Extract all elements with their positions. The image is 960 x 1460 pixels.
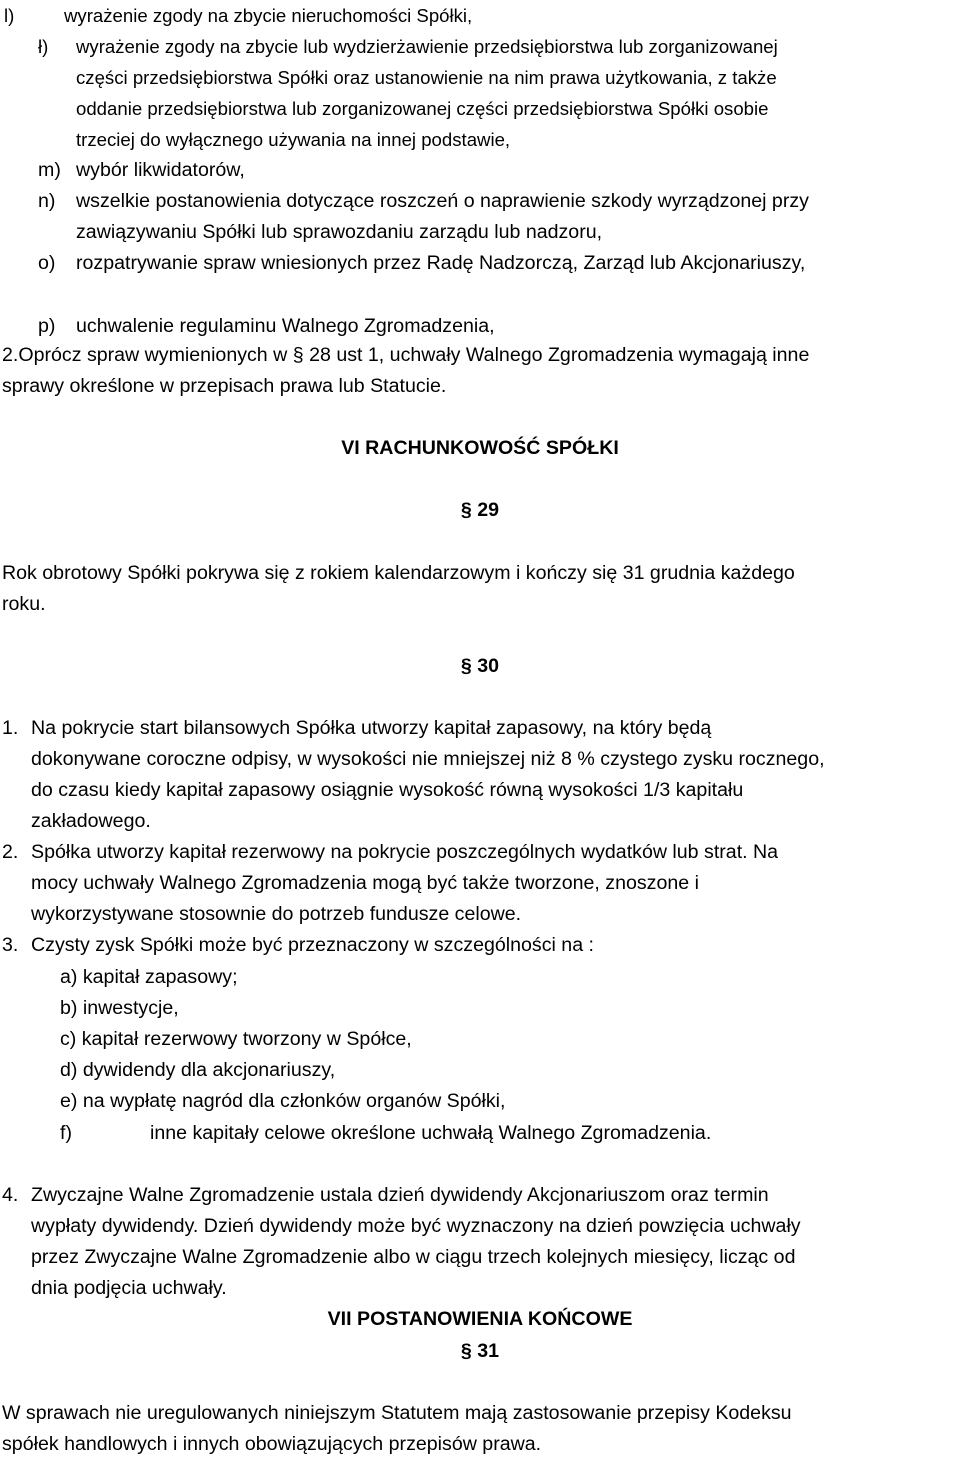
- item-l: [4, 0, 472, 31]
- paragraph-29-line2: roku.: [2, 593, 46, 615]
- item-p-text: uchwalenie regulaminu Walnego Zgromadzenia,: [76, 315, 495, 337]
- paragraph-31-line2: spółek handlowych i innych obowiązujących przepisów prawa.: [2, 1433, 542, 1455]
- point-2-line2: sprawy określone w przepisach prawa lub Statucie.: [2, 375, 447, 397]
- item-n: [38, 186, 809, 217]
- sub-item-c: c) kapitał rezerwowy tworzony w Spółce,: [60, 1028, 412, 1050]
- item-p: [38, 311, 495, 342]
- sub-item-f: [60, 1118, 711, 1149]
- item-l2-line1: wyrażenie zgody na zbycie lub wydzierżawienie przedsiębiorstwa lub zorganizowanej: [76, 36, 778, 57]
- par30-item-1-line2: dokonywane coroczne odpisy, w wysokości nie mniejszej niż 8 % czystego zysku rocznego,: [31, 748, 825, 770]
- paragraph-31-line1: W sprawach nie uregulowanych niniejszym Statutem mają zastosowanie przepisy Kodeksu: [2, 1402, 792, 1424]
- par30-item-1-line1: Na pokrycie start bilansowych Spółka utworzy kapitał zapasowy, na który będą: [31, 717, 712, 739]
- item-l2-label: ł): [38, 36, 49, 57]
- par30-item-2-line2: mocy uchwały Walnego Zgromadzenia mogą być także tworzone, znoszone i: [31, 872, 699, 894]
- item-o-label: o): [38, 252, 56, 274]
- par30-item-3-text: Czysty zysk Spółki może być przeznaczony w szczególności na :: [31, 934, 594, 956]
- item-n-line1: wszelkie postanowienia dotyczące roszczeń o naprawienie szkody wyrządzonej przy: [76, 190, 809, 212]
- item-n-line2: zawiązywaniu Spółki lub sprawozdaniu zarządu lub nadzoru,: [76, 221, 603, 243]
- item-n-label: n): [38, 190, 56, 212]
- sub-item-b: b) inwestycje,: [60, 997, 179, 1019]
- item-l2-line3: oddanie przedsiębiorstwa lub zorganizowanej części przedsiębiorstwa Spółki osobie: [76, 98, 769, 119]
- par30-item-2-line3: wykorzystywane stosownie do potrzeb fundusze celowe.: [31, 903, 522, 925]
- paragraph-30-heading: § 30: [460, 655, 500, 677]
- item-m-text: wybór likwidatorów,: [76, 159, 245, 181]
- item-m: [38, 155, 245, 186]
- point-2-line1: 2.Oprócz spraw wymienionych w § 28 ust 1, uchwały Walnego Zgromadzenia wymagają inne: [2, 344, 810, 366]
- item-l2-line4: trzeciej do wyłącznego używania na innej podstawie,: [76, 129, 511, 150]
- section-6-heading: VI RACHUNKOWOŚĆ SPÓŁKI: [341, 437, 619, 459]
- par30-item-2-line1: Spółka utworzy kapitał rezerwowy na pokrycie poszczególnych wydatków lub strat. Na: [31, 841, 779, 863]
- item-l-label: l): [4, 5, 15, 26]
- par30-item-2: [2, 837, 778, 868]
- item-l2-line2: części przedsiębiorstwa Spółki oraz ustanowienie na nim prawa użytkowania, z także: [76, 67, 777, 88]
- sub-item-d: d) dywidendy dla akcjonariuszy,: [60, 1059, 336, 1081]
- sub-item-f-label: f): [60, 1122, 72, 1144]
- par30-item-1-label: 1.: [2, 717, 19, 739]
- item-p-label: p): [38, 315, 56, 337]
- par30-item-4-line1: Zwyczajne Walne Zgromadzenie ustala dzień dywidendy Akcjonariuszom oraz termin: [31, 1184, 769, 1206]
- paragraph-29-heading: § 29: [460, 499, 500, 521]
- par30-item-1-line3: do czasu kiedy kapitał zapasowy osiągnie wysokość równą wysokości 1/3 kapitału: [31, 779, 744, 801]
- par30-item-1: [2, 713, 711, 744]
- sub-item-a: a) kapitał zapasowy;: [60, 966, 238, 988]
- par30-item-3: [2, 930, 594, 961]
- item-l-text: wyrażenie zgody na zbycie nieruchomości Spółki,: [64, 5, 473, 26]
- paragraph-31-heading: § 31: [460, 1340, 500, 1362]
- sub-item-f-text: inne kapitały celowe określone uchwałą Walnego Zgromadzenia.: [150, 1122, 712, 1144]
- par30-item-2-label: 2.: [2, 841, 19, 863]
- paragraph-29-line1: Rok obrotowy Spółki pokrywa się z rokiem kalendarzowym i kończy się 31 grudnia każdego: [2, 562, 795, 584]
- par30-item-4-line3: przez Zwyczajne Walne Zgromadzenie albo w ciągu trzech kolejnych miesięcy, licząc od: [31, 1246, 796, 1268]
- par30-item-3-label: 3.: [2, 934, 19, 956]
- item-o-text: rozpatrywanie spraw wniesionych przez Radę Nadzorczą, Zarząd lub Akcjonariuszy,: [76, 252, 806, 274]
- par30-item-4-label: 4.: [2, 1184, 19, 1206]
- par30-item-4-line2: wypłaty dywidendy. Dzień dywidendy może być wyznaczony na dzień powzięcia uchwały: [31, 1215, 801, 1237]
- par30-item-1-line4: zakładowego.: [31, 810, 151, 832]
- item-l2: [38, 31, 778, 62]
- item-m-label: m): [38, 159, 61, 181]
- item-o: [38, 248, 805, 279]
- section-7-heading: VII POSTANOWIENIA KOŃCOWE: [327, 1308, 633, 1330]
- par30-item-4: [2, 1180, 769, 1211]
- par30-item-4-line4: dnia podjęcia uchwały.: [31, 1277, 227, 1299]
- sub-item-e: e) na wypłatę nagród dla członków organów Spółki,: [60, 1090, 506, 1112]
